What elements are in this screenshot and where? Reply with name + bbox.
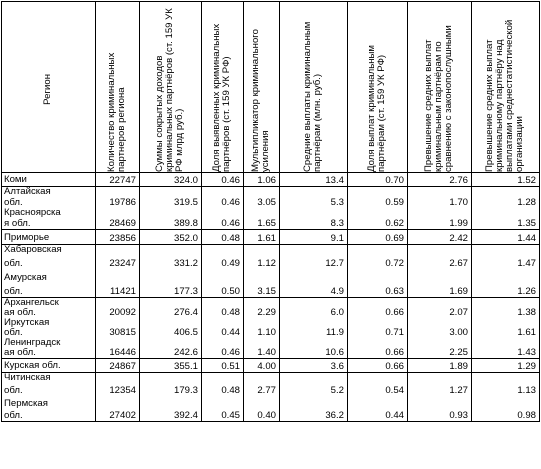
header-multiplier: Мультипликатор криминального усиления: [244, 2, 280, 173]
cell-excess-vs-lawful: 2.42: [408, 230, 472, 245]
header-detected-share: Доля выявленных криминальных партнёров (ст. 159 УК РФ): [202, 2, 244, 173]
cell-multiplier: 1.06: [244, 173, 280, 187]
cell-hidden-income: 355.1: [140, 359, 202, 373]
cell-hidden-income: 276.4 406.5 242.6: [140, 298, 202, 359]
cell-hidden-income: 352.0: [140, 230, 202, 245]
cell-detected-share: 0.51: [202, 359, 244, 373]
cell-avg-payments: 12.7 4.9: [280, 245, 348, 298]
cell-partner-count: 22747: [96, 173, 140, 187]
cell-multiplier: 1.12 3.15: [244, 245, 280, 298]
cell-multiplier: 1.61: [244, 230, 280, 245]
cell-detected-share: 0.46: [202, 173, 244, 187]
cell-hidden-income: 331.2 177.3: [140, 245, 202, 298]
cell-detected-share: 0.49 0.50: [202, 245, 244, 298]
header-excess-vs-average: Превышение средних выплат криминальному партнёру над выплатами среднестатистической организации: [472, 2, 540, 173]
cell-excess-vs-average: 1.28 1.35: [472, 187, 540, 230]
cell-excess-vs-lawful: 2.67 1.69: [408, 245, 472, 298]
table-row: [2, 373, 540, 422]
table-row: [2, 359, 540, 373]
cell-avg-payments: 6.0 11.9 10.6: [280, 298, 348, 359]
cell-excess-vs-lawful: 2.76: [408, 173, 472, 187]
cell-excess-vs-average: 1.47 1.26: [472, 245, 540, 298]
cell-payment-share: 0.66: [348, 359, 408, 373]
cell-avg-payments: 9.1: [280, 230, 348, 245]
cell-detected-share: 0.48 0.45: [202, 373, 244, 422]
cell-avg-payments: 5.2 36.2: [280, 373, 348, 422]
cell-partner-count: 24867: [96, 359, 140, 373]
regions-table: [1, 1, 540, 422]
cell-payment-share: 0.59 0.62: [348, 187, 408, 230]
region-name: Коми: [2, 173, 96, 187]
table-row: [2, 245, 540, 298]
region-name: Хабаровская обл. Амурская обл.: [2, 245, 96, 298]
header-partner-count: Количество криминальных партнеров региона: [96, 2, 140, 173]
region-name: Приморье: [2, 230, 96, 245]
header-row: [2, 2, 540, 173]
cell-partner-count: 12354 27402: [96, 373, 140, 422]
cell-excess-vs-average: 1.13 0.98: [472, 373, 540, 422]
cell-excess-vs-lawful: 2.07 3.00 2.25: [408, 298, 472, 359]
cell-excess-vs-average: 1.52: [472, 173, 540, 187]
header-hidden-income: Суммы сокрытых доходов криминальных партнёров (ст. 159 УК РФ млрд руб.): [140, 2, 202, 173]
header-region: Регион: [2, 2, 96, 173]
cell-partner-count: 23856: [96, 230, 140, 245]
cell-partner-count: 23247 11421: [96, 245, 140, 298]
cell-partner-count: 20092 30815 16446: [96, 298, 140, 359]
cell-excess-vs-lawful: 1.70 1.99: [408, 187, 472, 230]
cell-excess-vs-average: 1.44: [472, 230, 540, 245]
region-name: Алтайская обл. Красноярска я обл.: [2, 187, 96, 230]
cell-excess-vs-average: 1.38 1.61 1.43: [472, 298, 540, 359]
cell-excess-vs-lawful: 1.27 0.93: [408, 373, 472, 422]
table-row: [2, 187, 540, 230]
cell-hidden-income: 324.0: [140, 173, 202, 187]
cell-partner-count: 19786 28469: [96, 187, 140, 230]
cell-multiplier: 3.05 1.65: [244, 187, 280, 230]
cell-multiplier: 2.29 1.10 1.40: [244, 298, 280, 359]
cell-payment-share: 0.69: [348, 230, 408, 245]
cell-hidden-income: 179.3 392.4: [140, 373, 202, 422]
region-name: Читинская обл. Пермская обл.: [2, 373, 96, 422]
region-name: Архангельск ая обл. Иркутская обл. Ленинградск ая обл.: [2, 298, 96, 359]
header-payment-share: Доля выплат криминальным партнёрам (ст. 159 УК РФ): [348, 2, 408, 173]
cell-excess-vs-average: 1.29: [472, 359, 540, 373]
cell-payment-share: 0.72 0.63: [348, 245, 408, 298]
cell-payment-share: 0.54 0.44: [348, 373, 408, 422]
table-row: [2, 298, 540, 359]
cell-excess-vs-lawful: 1.89: [408, 359, 472, 373]
header-avg-payments: Средние выплаты криминальным партнёрам (млн. руб.): [280, 2, 348, 173]
cell-hidden-income: 319.5 389.8: [140, 187, 202, 230]
cell-detected-share: 0.46 0.46: [202, 187, 244, 230]
table-row: [2, 230, 540, 245]
table-row: [2, 173, 540, 187]
cell-detected-share: 0.48 0.44 0.46: [202, 298, 244, 359]
cell-multiplier: 2.77 0.40: [244, 373, 280, 422]
header-excess-vs-lawful: Превышение средних выплат криминальным партнёрам по сравнению с законопослушными: [408, 2, 472, 173]
cell-payment-share: 0.66 0.71 0.66: [348, 298, 408, 359]
cell-avg-payments: 5.3 8.3: [280, 187, 348, 230]
cell-detected-share: 0.48: [202, 230, 244, 245]
cell-avg-payments: 3.6: [280, 359, 348, 373]
region-name: Курская обл.: [2, 359, 96, 373]
cell-payment-share: 0.70: [348, 173, 408, 187]
cell-multiplier: 4.00: [244, 359, 280, 373]
cell-avg-payments: 13.4: [280, 173, 348, 187]
